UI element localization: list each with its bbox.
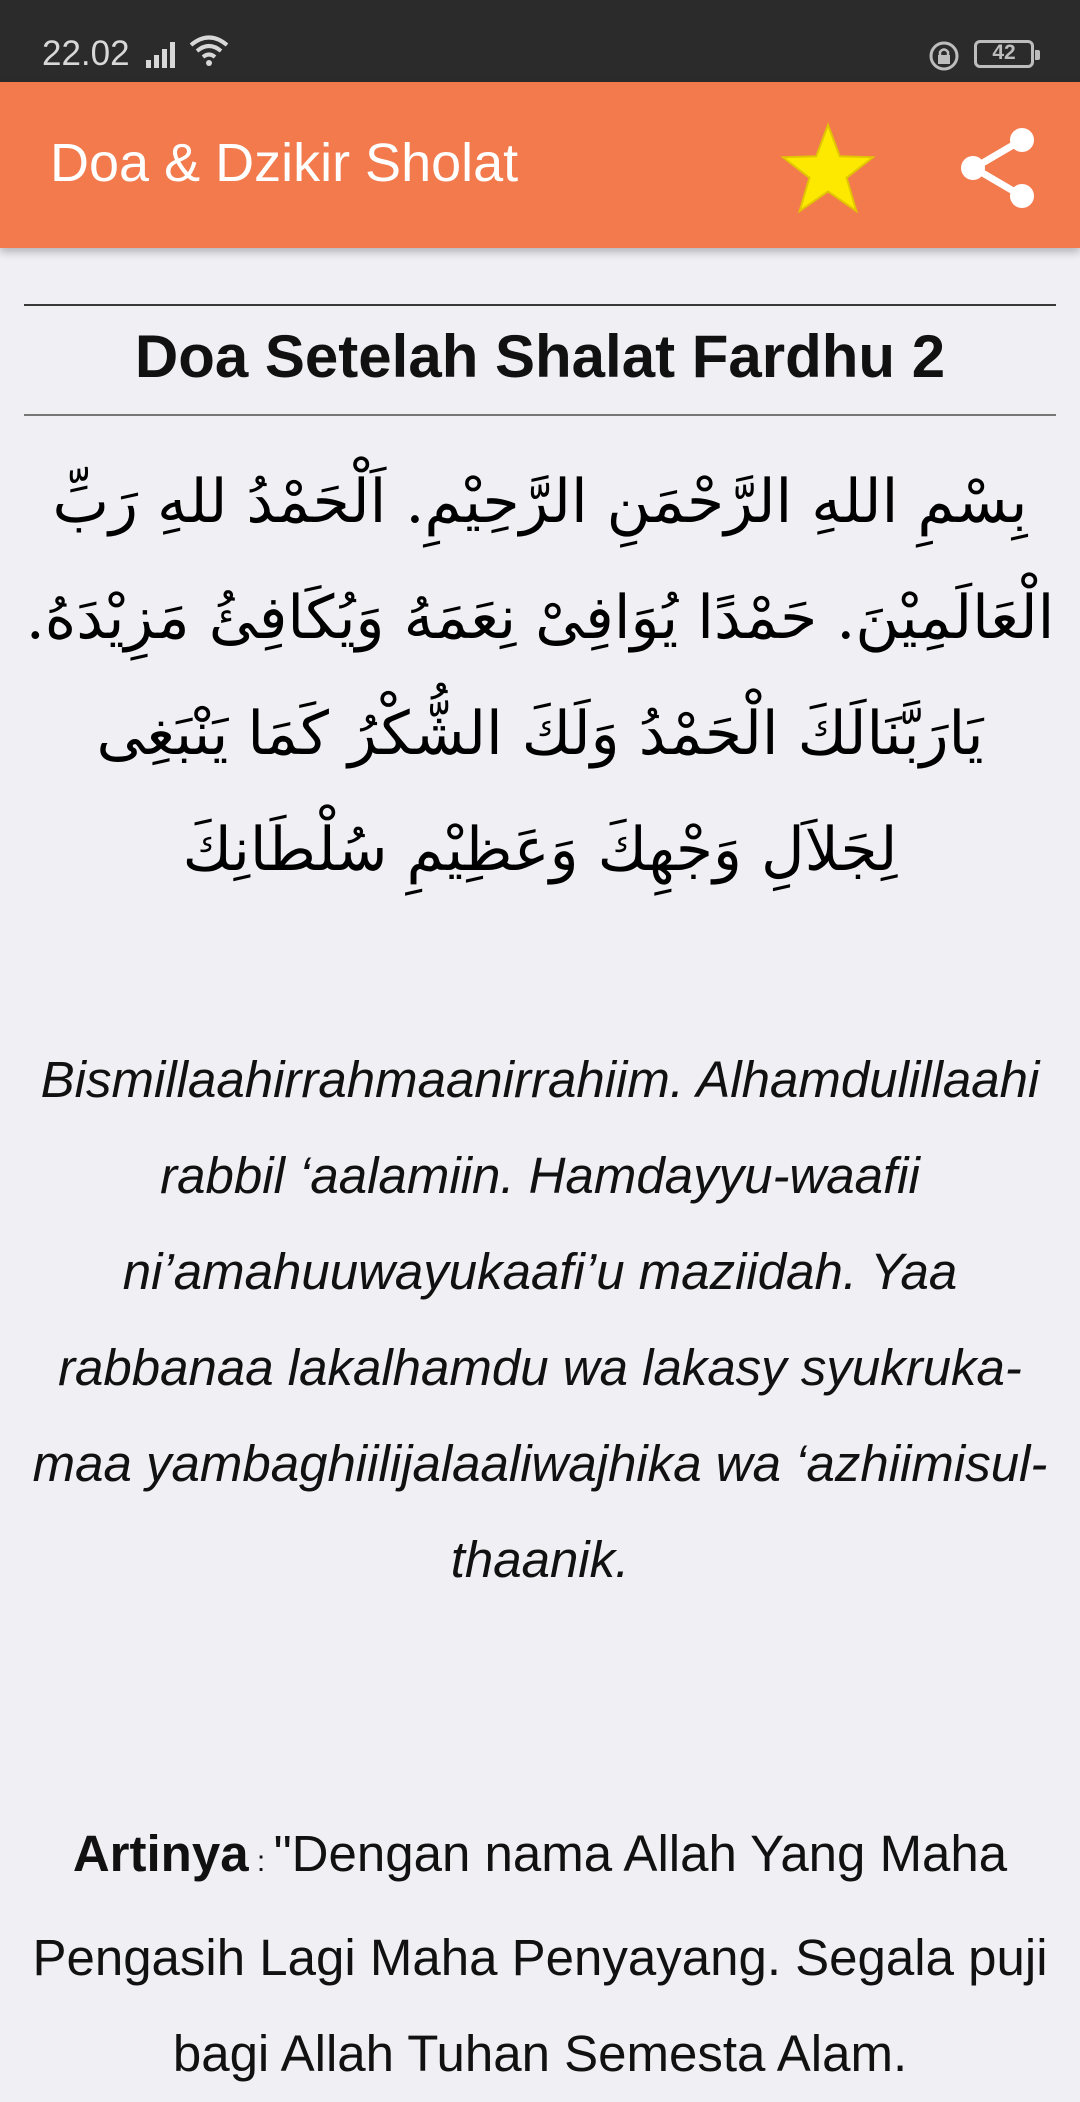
app-title: Doa & Dzikir Sholat	[50, 133, 519, 193]
meaning-label: Artinya	[72, 1825, 249, 1882]
arabic-text: بِسْمِ اللهِ الرَّحْمَنِ الرَّحِيْمِ. اَلْحَمْدُ للهِ رَبِّ الْعَالَمِيْنَ. حَمْدًا يُوَافِىْ نِعَمَهُ وَيُكَافِئُ مَزِيْدَهُ. يَارَبَّنَالَكَ الْحَمْدُ وَلَكَ الشُّكْرُ كَمَا يَنْبَغِى لِجَلاَلِ وَجْهِكَ وَعَظِيْمِ سُلْطَانِكَ	[25, 467, 1055, 885]
battery-icon	[974, 40, 1034, 68]
status-time: 22.02	[42, 34, 130, 73]
wifi-icon	[188, 34, 230, 71]
favorite-button[interactable]	[778, 118, 878, 218]
app-bar	[0, 82, 1080, 248]
star-icon	[779, 121, 877, 215]
share-icon	[960, 127, 1036, 209]
status-bar	[0, 0, 1080, 82]
meaning-text	[22, 1806, 1058, 2102]
title-divider-top	[24, 304, 1056, 306]
prayer-title: Doa Setelah Shalat Fardhu 2	[134, 323, 946, 390]
battery-level: 42	[992, 41, 1016, 64]
share-button[interactable]	[948, 118, 1048, 218]
meaning-body: "Dengan nama Allah Yang Maha Pengasih Lagi Maha Penyayang. Segala puji bagi Allah Tuhan Semesta Alam.	[32, 1825, 1048, 2082]
title-divider-bottom	[24, 414, 1056, 416]
transliteration-text: Bismillaahirrahmaanirrahiim. Alhamdulillaahi rabbil ‘aalamiin. Hamdayyu-waafii ni’amahuuwayukaafi’u maziidah. Yaa rabbanaa lakalhamdu wa lakasy syukruka-maa yambaghiilijalaaliwajhika wa ‘azhiimisul-thaanik.	[32, 1051, 1048, 1588]
rotation-lock-icon	[928, 40, 960, 77]
signal-icon	[146, 42, 180, 73]
meaning-colon: :	[248, 1845, 274, 1878]
